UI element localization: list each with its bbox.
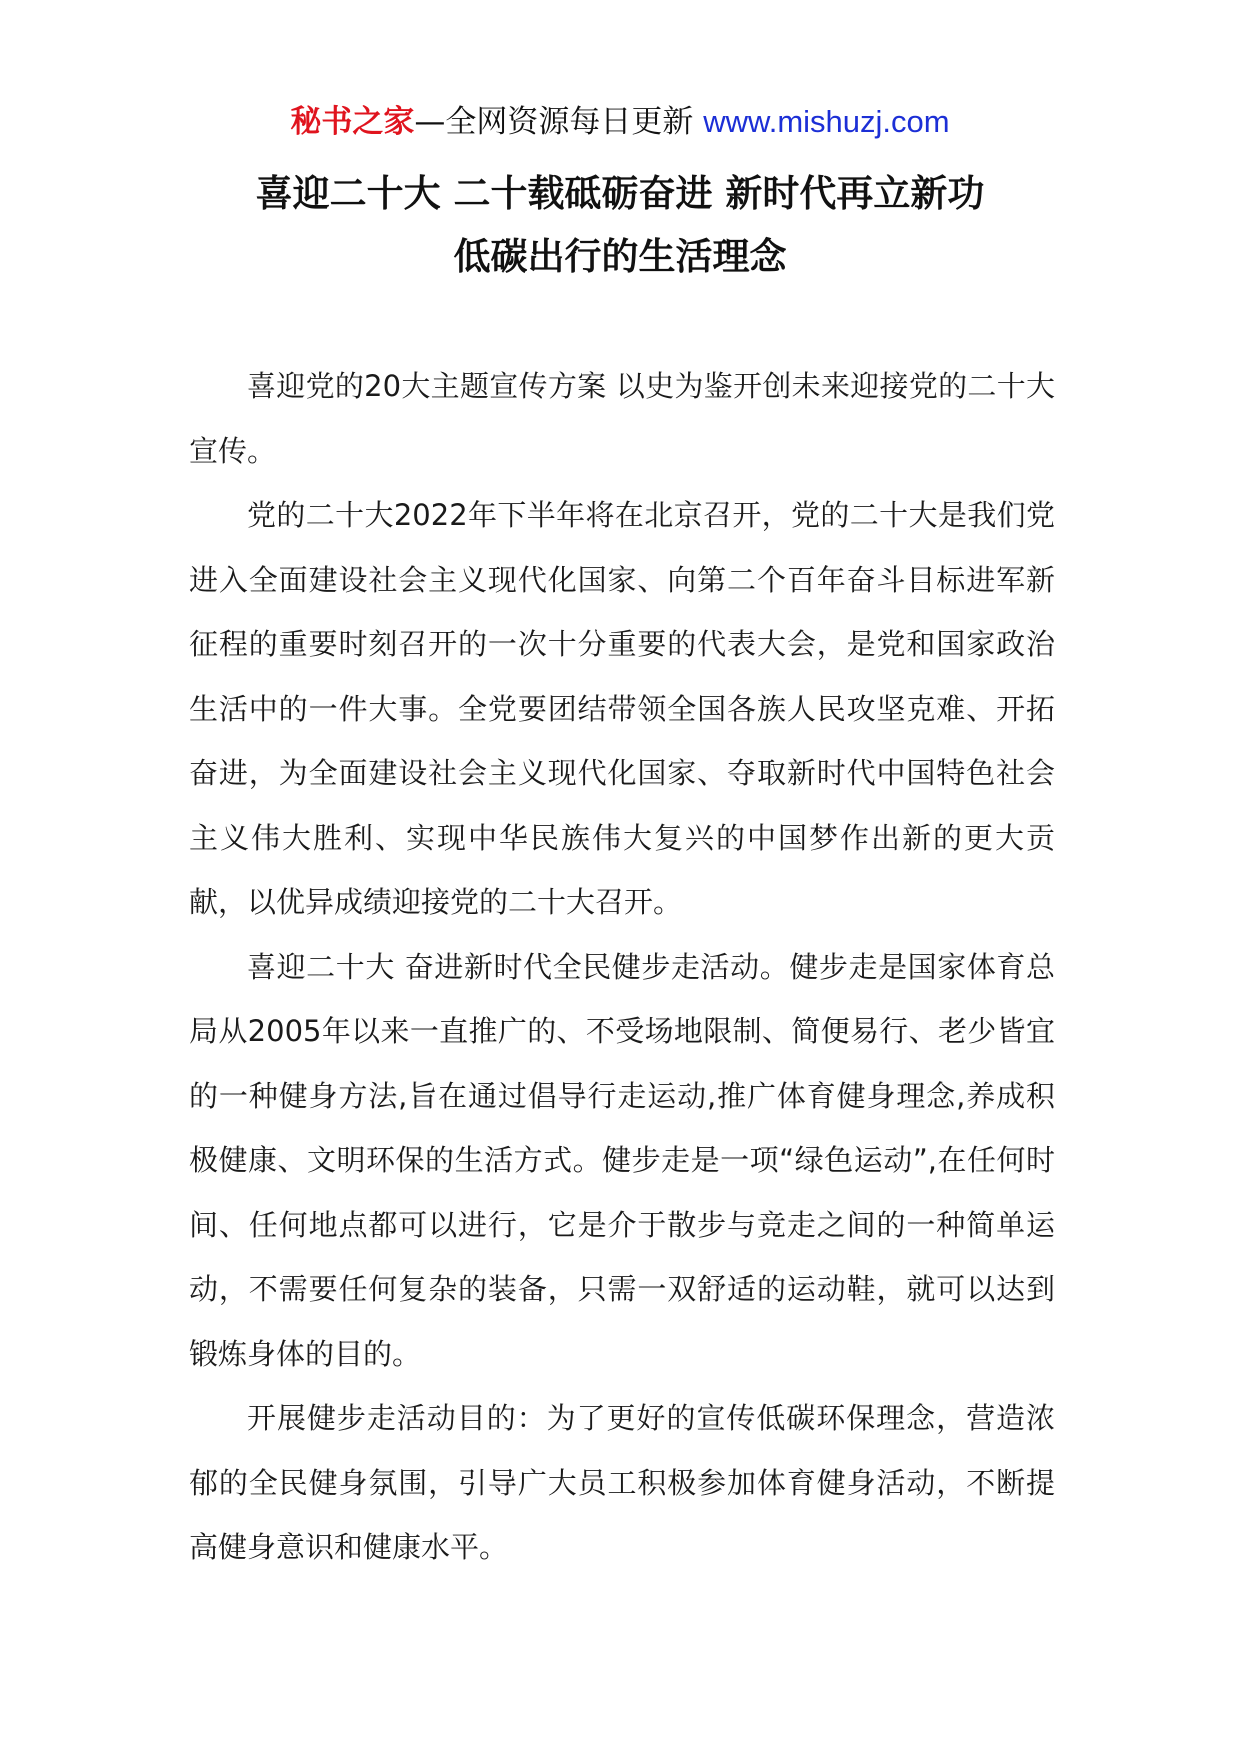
document-title: 喜迎二十大 二十载砥砺奋进 新时代再立新功 — [255, 172, 985, 215]
document-body — [189, 354, 1055, 1580]
document-subtitle: 低碳出行的生活理念 — [453, 235, 787, 278]
brand-name: 秘书之家 — [290, 104, 415, 140]
paragraph: 喜迎二十大 奋进新时代全民健步走活动。健步走是国家体育总局从2005年以来一直推广的、不受场地限制、简便易行、老少皆宜的一种健身方法,旨在通过倡导行走运动,推广体育健身理念,养成积极健康、文明环保的生活方式。健步走是一项“绿色运动”,在任何时间、任何地点都可以进行，它是介于散步与竞走之间的一种简单运动，不需要任何复杂的装备，只需一双舒适的运动鞋，就可以达到锻炼身体的目的。 — [189, 949, 1055, 1371]
paragraph: 开展健步走活动目的：为了更好的宣传低碳环保理念，营造浓郁的全民健身氛围，引导广大员工积极参加体育健身活动，不断提高健身意识和健康水平。 — [189, 1401, 1055, 1564]
header-slogan: —全网资源每日更新 — [414, 104, 694, 140]
website-link[interactable]: www.mishuzj.com — [703, 104, 950, 139]
site-header — [0, 100, 1240, 144]
paragraph: 党的二十大2022年下半年将在北京召开，党的二十大是我们党进入全面建设社会主义现代化国家、向第二个百年奋斗目标进军新征程的重要时刻召开的一次十分重要的代表大会，是党和国家政治生活中的一件大事。全党要团结带领全国各族人民攻坚克难、开拓奋进，为全面建设社会主义现代化国家、夺取新时代中国特色社会主义伟大胜利、实现中华民族伟大复兴的中国梦作出新的更大贡献，以优异成绩迎接党的二十大召开。 — [189, 498, 1055, 919]
paragraph: 喜迎党的20大主题宣传方案 以史为鉴开创未来迎接党的二十大宣传。 — [189, 369, 1055, 468]
